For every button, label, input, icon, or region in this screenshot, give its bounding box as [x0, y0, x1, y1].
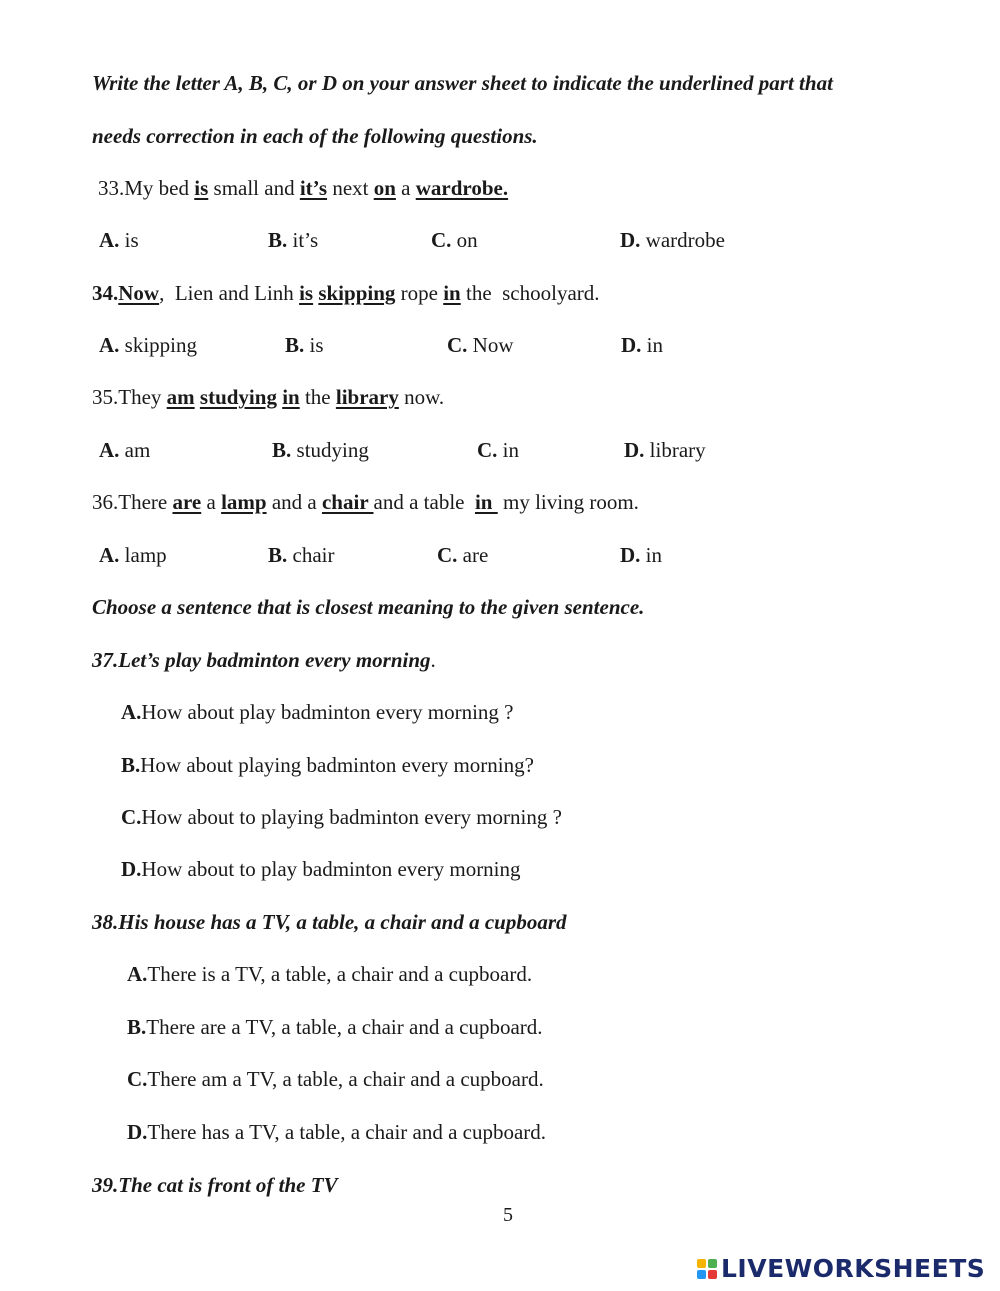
logo-square-icon	[697, 1259, 706, 1268]
underlined-part: Now	[118, 281, 160, 305]
option-c[interactable]	[127, 1067, 544, 1091]
brand-name: LIVEWORKSHEETS	[721, 1254, 986, 1283]
question-34	[92, 281, 600, 305]
question-number: 34.	[92, 281, 119, 305]
option-letter: A.	[99, 543, 120, 567]
liveworksheets-logo[interactable]	[697, 1254, 985, 1284]
option-b[interactable]	[268, 228, 318, 252]
option-letter: B.	[127, 1015, 147, 1039]
option-c[interactable]	[121, 805, 562, 829]
logo-square-icon	[708, 1270, 717, 1279]
option-letter: B.	[268, 543, 288, 567]
option-letter: C.	[437, 543, 458, 567]
option-b[interactable]	[121, 753, 534, 777]
option-letter: B.	[285, 333, 305, 357]
underlined-part: am	[166, 385, 195, 409]
logo-grid-icon	[697, 1259, 717, 1279]
text-part: My bed	[124, 176, 195, 200]
option-letter: D.	[127, 1120, 148, 1144]
option-b[interactable]	[127, 1015, 543, 1039]
text-part: the schoolyard.	[460, 281, 600, 305]
underlined-part: is	[299, 281, 314, 305]
text-part: They	[118, 385, 167, 409]
option-text: How about to playing badminton every morning ?	[141, 805, 562, 829]
option-letter: B.	[121, 753, 141, 777]
option-letter: A.	[99, 333, 120, 357]
question-39: 39.The cat is front of the TV	[92, 1173, 338, 1197]
option-text: How about play badminton every morning ?	[141, 700, 514, 724]
option-text: in	[497, 438, 520, 462]
option-text: on	[451, 228, 478, 252]
option-text: in	[640, 543, 663, 567]
question-number: 36.	[92, 490, 119, 514]
option-c[interactable]	[431, 228, 478, 252]
text-part: small and	[208, 176, 300, 200]
option-d[interactable]	[620, 543, 662, 567]
option-letter: D.	[624, 438, 645, 462]
option-b[interactable]	[285, 333, 324, 357]
question-prompt: 37.Let’s play badminton every morning	[92, 648, 431, 672]
option-d[interactable]	[620, 228, 725, 252]
option-letter: A.	[99, 228, 120, 252]
option-d[interactable]	[121, 857, 521, 881]
option-b[interactable]	[272, 438, 369, 462]
option-c[interactable]	[437, 543, 488, 567]
option-c[interactable]	[477, 438, 519, 462]
text-part: my living room.	[497, 490, 639, 514]
option-text: How about to play badminton every morning	[141, 857, 521, 881]
option-letter: A.	[121, 700, 142, 724]
option-text: am	[119, 438, 151, 462]
option-text: is	[304, 333, 324, 357]
option-a[interactable]	[99, 333, 197, 357]
underlined-part: lamp	[221, 490, 267, 514]
question-36	[92, 490, 639, 514]
text-part: .	[430, 648, 436, 672]
option-letter: C.	[447, 333, 468, 357]
question-38: 38.His house has a TV, a table, a chair and a cupboard	[92, 910, 567, 934]
option-letter: D.	[621, 333, 642, 357]
logo-square-icon	[697, 1270, 706, 1279]
option-text: is	[119, 228, 139, 252]
underlined-part: in	[282, 385, 300, 409]
option-text: lamp	[119, 543, 167, 567]
option-text: There is a TV, a table, a chair and a cupboard.	[147, 962, 533, 986]
option-letter: D.	[121, 857, 142, 881]
underlined-part: in	[474, 490, 498, 514]
question-number: 33.	[98, 176, 125, 200]
option-d[interactable]	[621, 333, 663, 357]
logo-square-icon	[708, 1259, 717, 1268]
question-33	[98, 176, 508, 200]
option-text: wardrobe	[640, 228, 725, 252]
option-d[interactable]	[127, 1120, 546, 1144]
underlined-part: it’s	[299, 176, 328, 200]
option-a[interactable]	[99, 438, 150, 462]
underlined-part: in	[443, 281, 461, 305]
underlined-part: are	[172, 490, 202, 514]
option-letter: B.	[268, 228, 288, 252]
option-a[interactable]	[121, 700, 514, 724]
option-d[interactable]	[624, 438, 706, 462]
option-text: skipping	[119, 333, 198, 357]
option-text: studying	[291, 438, 369, 462]
option-a[interactable]	[99, 228, 139, 252]
option-text: Now	[467, 333, 514, 357]
option-text: in	[641, 333, 664, 357]
instruction-line-2: needs correction in each of the following questions.	[92, 124, 538, 148]
option-text: are	[457, 543, 489, 567]
option-letter: D.	[620, 543, 641, 567]
option-a[interactable]	[99, 543, 167, 567]
option-letter: C.	[121, 805, 142, 829]
option-text: chair	[287, 543, 335, 567]
option-text: There are a TV, a table, a chair and a cupboard.	[146, 1015, 543, 1039]
option-text: How about playing badminton every morning?	[140, 753, 534, 777]
text-part: and a	[266, 490, 322, 514]
question-37	[92, 648, 436, 672]
text-part: the	[299, 385, 336, 409]
text-part: a	[201, 490, 222, 514]
underlined-part: wardrobe.	[415, 176, 509, 200]
question-number: 35.	[92, 385, 119, 409]
option-b[interactable]	[268, 543, 335, 567]
text-part: a	[395, 176, 416, 200]
text-part: rope	[395, 281, 444, 305]
instruction-section-2: Choose a sentence that is closest meaning to the given sentence.	[92, 595, 645, 619]
text-part: now.	[398, 385, 445, 409]
underlined-part: on	[373, 176, 396, 200]
question-35	[92, 385, 444, 409]
underlined-part: chair	[321, 490, 374, 514]
option-letter: C.	[431, 228, 452, 252]
underlined-part: library	[335, 385, 399, 409]
option-text: There has a TV, a table, a chair and a cupboard.	[147, 1120, 547, 1144]
underlined-part: is	[194, 176, 209, 200]
option-letter: C.	[477, 438, 498, 462]
option-letter: A.	[127, 962, 148, 986]
option-letter: A.	[99, 438, 120, 462]
option-text: There am a TV, a table, a chair and a cupboard.	[147, 1067, 544, 1091]
underlined-part: studying	[199, 385, 277, 409]
text-part: and a table	[373, 490, 475, 514]
option-letter: C.	[127, 1067, 148, 1091]
text-part: There	[118, 490, 173, 514]
option-text: it’s	[287, 228, 319, 252]
instruction-line-1: Write the letter A, B, C, or D on your answer sheet to indicate the underlined part that	[92, 71, 833, 95]
option-text: library	[644, 438, 706, 462]
option-letter: D.	[620, 228, 641, 252]
option-a[interactable]	[127, 962, 532, 986]
text-part: next	[327, 176, 374, 200]
page-number: 5	[503, 1204, 513, 1226]
option-letter: B.	[272, 438, 292, 462]
underlined-part: skipping	[318, 281, 396, 305]
text-part: , Lien and Linh	[159, 281, 300, 305]
option-c[interactable]	[447, 333, 514, 357]
